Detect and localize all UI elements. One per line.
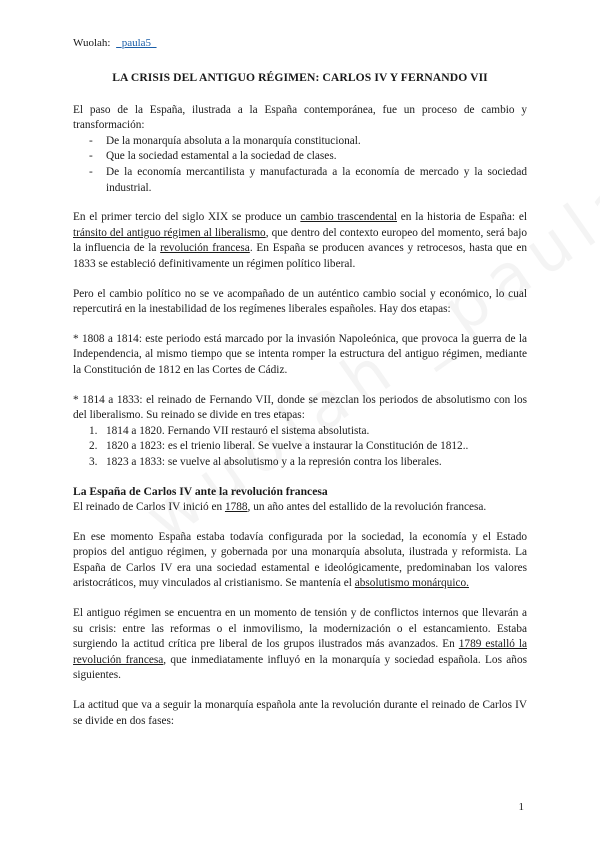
paragraph-transition: En el primer tercio del siglo XIX se produce un cambio trascendental en la historia de España: el tránsito del antiguo régimen al liberalismo, que dentro del contexto europeo del momento, será bajo la influencia de la revolución francesa. En España se producen avances y retrocesos, hasta que en 1833 se estableció definitivamente un régimen político liberal. bbox=[73, 211, 528, 270]
underlined-term: absolutismo monárquico. bbox=[354, 577, 469, 590]
intro-list bbox=[73, 134, 527, 196]
underlined-term: 1789 estalló la revolución francesa bbox=[73, 638, 527, 666]
header-label: Wuolah: bbox=[73, 37, 111, 49]
document-title: LA CRISIS DEL ANTIGUO RÉGIMEN: CARLOS IV Y FERNANDO VII bbox=[112, 71, 488, 84]
paragraph-spain-context: En ese momento España estaba todavía configurada por la sociedad, la economía y el Estado propios del antiguo régimen, y gobernada por una monarquía absoluta, ilustrada y reformista. La España de Carlos IV era una sociedad estamental e ideológicamente, predominaban los valores aristocráticos, muy vinculados al cristianismo. Se mantenía el absolutismo monárquico. bbox=[73, 530, 527, 590]
document-body bbox=[73, 70, 527, 729]
list-item: 3. 1823 a 1833: se vuelve al absolutismo y a la represión contra los liberales. bbox=[89, 455, 442, 468]
paragraph-reign-start: El reinado de Carlos IV inició en 1788, un año antes del estallido de la revolución francesa. bbox=[73, 501, 487, 514]
list-item: - De la economía mercantilista y manufacturada a la economía de mercado y la sociedad industrial. bbox=[73, 165, 527, 196]
list-item: - Que la sociedad estamental a la sociedad de clases. bbox=[73, 149, 527, 165]
list-item: 2. 1820 a 1823: es el trienio liberal. Se vuelve a instaurar la Constitución de 1812.. bbox=[89, 440, 469, 453]
underlined-term: revolución francesa bbox=[160, 242, 250, 255]
list-item: - De la monarquía absoluta a la monarquía constitucional. bbox=[73, 134, 527, 150]
header-user-link[interactable]: _paula5_ bbox=[116, 37, 157, 49]
paragraph-tension: El antiguo régimen se encuentra en un momento de tensión y de conflictos internos que llevarán a su crisis: entre las reformas o el inmovilismo, la modernización o el estancamiento. Estaba surgiendo la actitud crítica pre liberal de los grupos ilustrados más avanzados. En 1789 estalló la revolución francesa, que inmediatamente influyó en la monarquía y sociedad española. Los años siguientes. bbox=[73, 607, 527, 682]
paragraph-1808-1814: * 1808 a 1814: este periodo está marcado por la invasión Napoleónica, que provoca la guerra de la Independencia, al mismo tiempo que se intenta romper la estructura del antiguo régimen, mediante la Constitución de 1812 en las Cortes de Cádiz. bbox=[73, 332, 527, 376]
reign-stages-list bbox=[73, 424, 527, 471]
paragraph-stages: Pero el cambio político no se ve acompañado de un auténtico cambio social y económico, lo cual repercutirá en la inestabilidad de los regímenes liberales españoles. Hay dos etapas: bbox=[73, 287, 527, 316]
underlined-term: 1788 bbox=[224, 501, 248, 514]
page-header bbox=[73, 36, 157, 52]
paragraph-phases: La actitud que va a seguir la monarquía española ante la revolución durante el reinado de Carlos IV se divide en dos fases: bbox=[73, 699, 527, 727]
page-number: 1 bbox=[518, 801, 524, 813]
list-item: 1. 1814 a 1820. Fernando VII restauró el sistema absolutista. bbox=[89, 424, 370, 437]
underlined-term: tránsito del antiguo régimen al liberalismo bbox=[73, 226, 266, 239]
paragraph-1814-1833: * 1814 a 1833: el reinado de Fernando VII, donde se mezclan los periodos de absolutismo con los del liberalismo. Su reinado se divide en tres etapas: bbox=[73, 393, 527, 422]
underlined-term: cambio trascendental bbox=[300, 211, 397, 224]
intro-paragraph: El paso de la España, ilustrada a la España contemporánea, fue un proceso de cambio y transformación: bbox=[73, 103, 527, 132]
section-heading: La España de Carlos IV ante la revolución francesa bbox=[73, 485, 328, 499]
